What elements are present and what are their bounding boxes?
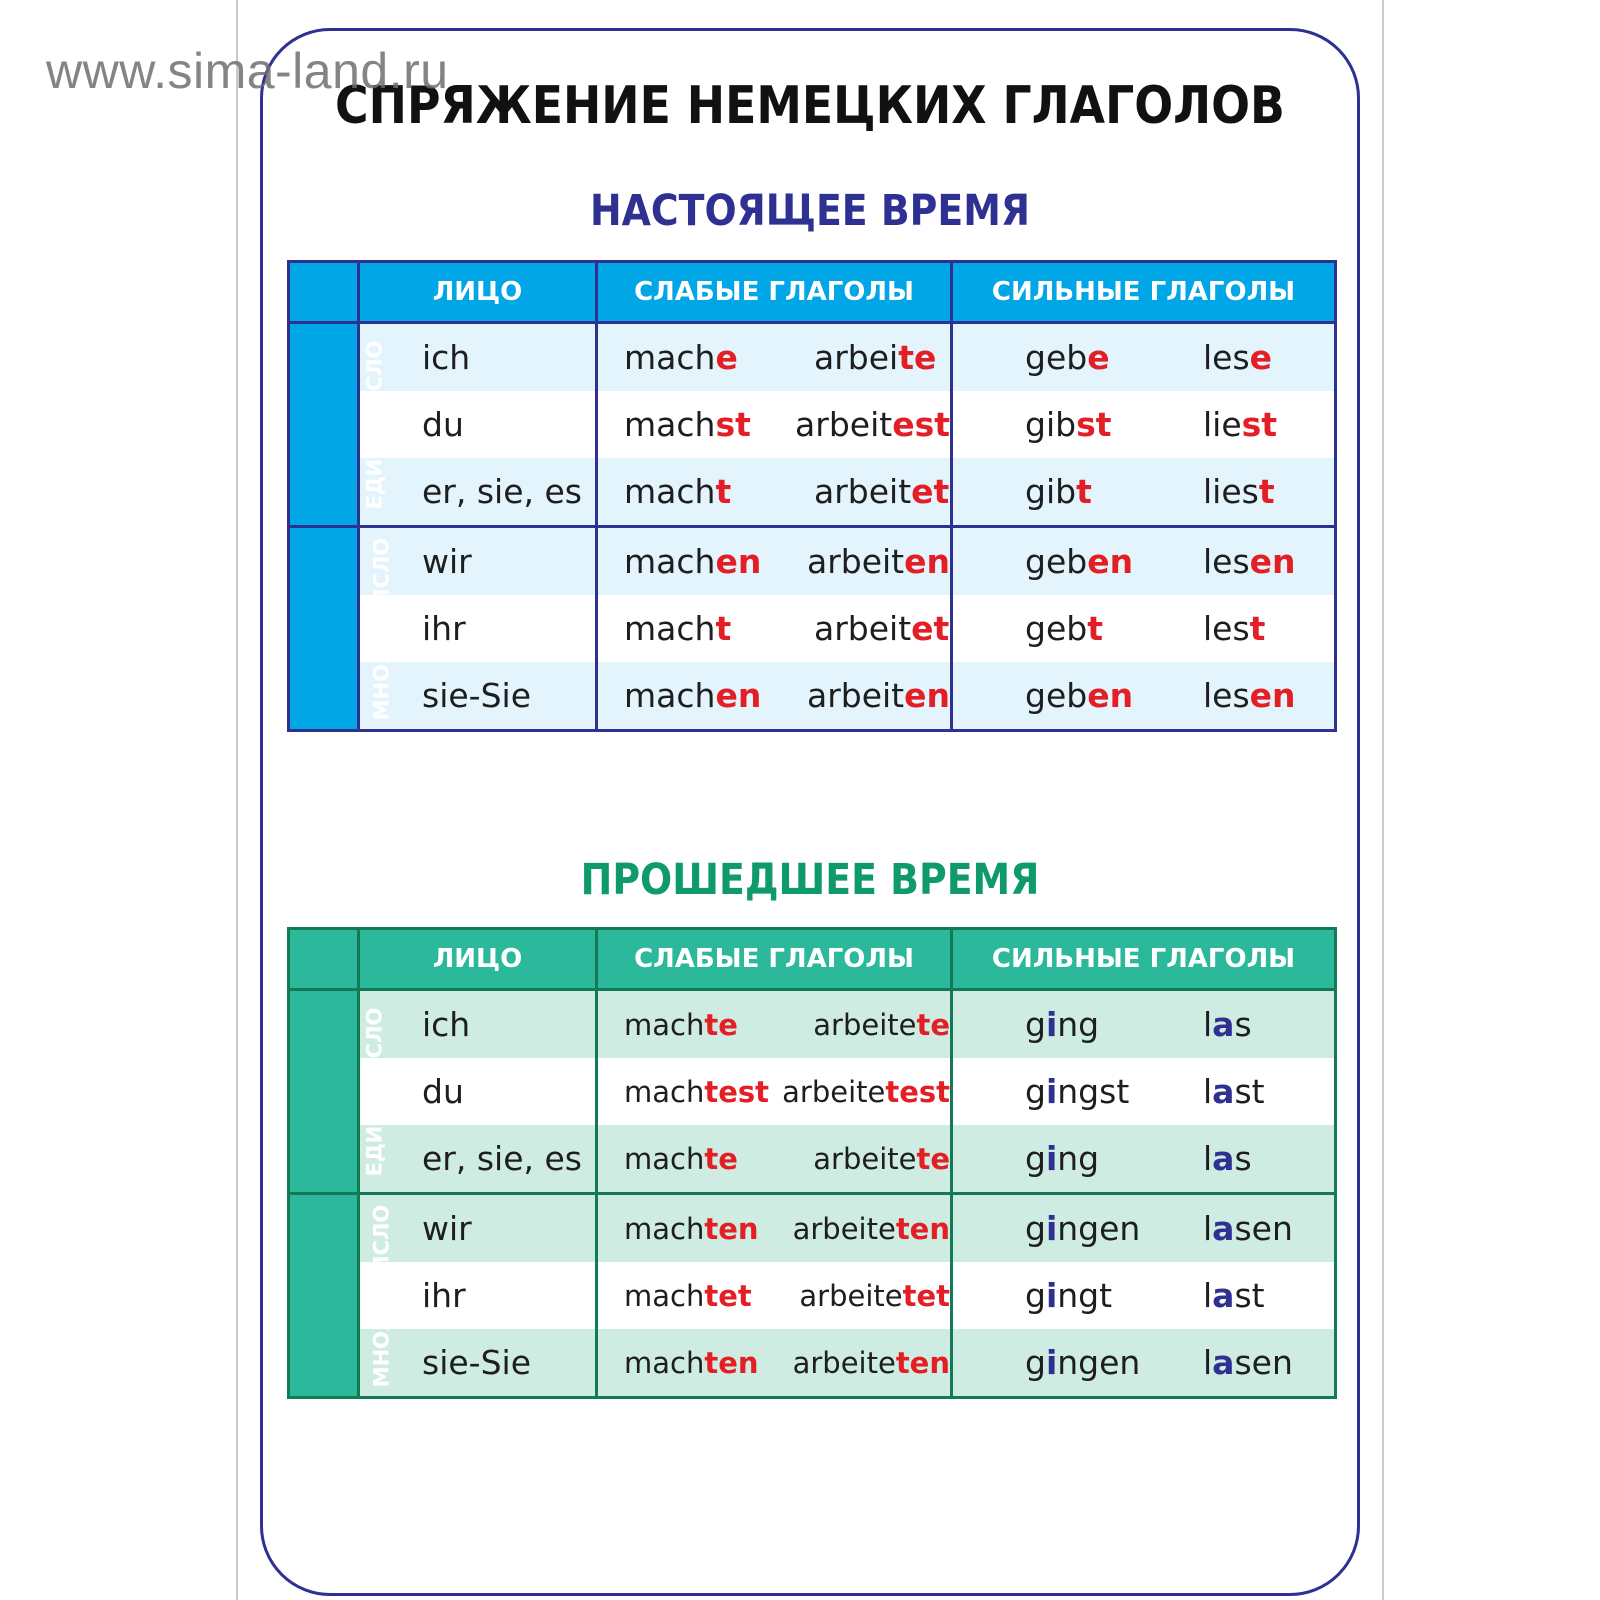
verb-ending: s (1234, 1139, 1252, 1178)
pronoun-cell: sie-Sie (359, 662, 597, 731)
table-row (289, 1262, 1336, 1329)
verb-stem: arbeite (792, 1345, 896, 1380)
strong-verb-second (1203, 338, 1272, 377)
header-strong-verbs: СИЛЬНЫЕ ГЛАГОЛЫ (952, 262, 1336, 323)
header-corner (289, 929, 359, 990)
verb-ending: te (916, 1141, 950, 1176)
strong-verbs-cell (952, 990, 1336, 1059)
weak-verb-arbeiten (793, 1212, 950, 1246)
verb-stem: geb (1025, 542, 1088, 581)
strong-verbs-cell (952, 1058, 1336, 1125)
strong-verb-first (953, 1072, 1203, 1111)
strong-verb-first (953, 1276, 1203, 1315)
verb-ending: test (704, 1074, 770, 1109)
weak-verbs-cell (597, 662, 952, 731)
weak-verbs-cell (597, 1329, 952, 1398)
strong-verb-second (1203, 1276, 1265, 1315)
weak-verb-machen (598, 676, 807, 715)
verb-stem: mach (624, 338, 716, 377)
verb-stem: g (1025, 1276, 1046, 1315)
weak-verbs-cell (597, 458, 952, 527)
verb-ending: en (715, 676, 762, 715)
plural-group-label: МНОЖ. ЧИСЛО (289, 1194, 359, 1398)
verb-stem: geb (1025, 676, 1088, 715)
verb-ending: st (1241, 405, 1278, 444)
verb-ending: ngen (1057, 1209, 1141, 1248)
verb-stem: mach (624, 1278, 705, 1313)
strong-verb-first (953, 1139, 1203, 1178)
strong-verb-second (1203, 472, 1275, 511)
weak-verbs-cell (597, 1194, 952, 1263)
verb-ending: te (898, 338, 937, 377)
strong-verb-first (953, 1005, 1203, 1044)
verb-stem: mach (624, 1211, 705, 1246)
pronoun-cell: wir (359, 527, 597, 596)
verb-ending: ten (895, 1211, 950, 1246)
pronoun-cell: ich (359, 323, 597, 392)
weak-verb-arbeiten (807, 676, 950, 715)
verb-stem: arbeite (799, 1278, 903, 1313)
header-weak-verbs: СЛАБЫЕ ГЛАГОЛЫ (597, 262, 952, 323)
verb-ending: ngt (1057, 1276, 1113, 1315)
weak-verb-machen (598, 1075, 782, 1109)
table-row (289, 458, 1336, 527)
weak-verbs-cell (597, 1125, 952, 1194)
table-row (289, 1058, 1336, 1125)
verb-stem: arbeit (814, 609, 912, 648)
verb-ending: te (704, 1007, 738, 1042)
strong-verbs-cell (952, 595, 1336, 662)
verb-stem: arbeite (782, 1074, 886, 1109)
strong-verb-second (1203, 405, 1277, 444)
verb-stem: mach (624, 1141, 705, 1176)
weak-verbs-cell (597, 527, 952, 596)
strong-verb-first (953, 542, 1203, 581)
strong-verb-second (1203, 542, 1296, 581)
pronoun-cell: wir (359, 1194, 597, 1263)
strong-verb-second (1203, 1072, 1265, 1111)
verb-ending: t (1087, 609, 1103, 648)
weak-verb-machen (598, 542, 807, 581)
table-row (289, 1194, 1336, 1263)
strong-verb-first (953, 609, 1203, 648)
verb-ending: en (1249, 542, 1296, 581)
strong-verbs-cell (952, 1125, 1336, 1194)
strong-verb-first (953, 472, 1203, 511)
verb-ending: te (704, 1141, 738, 1176)
vowel-change: i (1045, 1005, 1058, 1044)
verb-ending: tet (902, 1278, 950, 1313)
verb-stem: arbeit (806, 676, 905, 715)
verb-ending: en (904, 542, 950, 581)
verb-stem: g (1025, 1005, 1046, 1044)
past-tense-table (287, 927, 1337, 1399)
verb-stem: arbei (814, 338, 899, 377)
verb-ending: en (1249, 676, 1296, 715)
header-person: ЛИЦО (359, 929, 597, 990)
strong-verbs-cell (952, 662, 1336, 731)
weak-verb-machen (598, 338, 814, 377)
verb-ending: ngen (1057, 1343, 1141, 1382)
weak-verb-machen (598, 609, 814, 648)
table-row (289, 595, 1336, 662)
table-row (289, 527, 1336, 596)
verb-stem: les (1203, 676, 1250, 715)
verb-stem: l (1203, 1209, 1213, 1248)
strong-verb-second (1203, 1139, 1252, 1178)
weak-verb-machen (598, 1279, 799, 1313)
verb-stem: g (1025, 1072, 1046, 1111)
verb-stem: arbeite (813, 1141, 917, 1176)
pronoun-cell: ihr (359, 595, 597, 662)
weak-verbs-cell (597, 1058, 952, 1125)
vowel-change: a (1212, 1139, 1235, 1178)
pronoun-cell: du (359, 1058, 597, 1125)
verb-stem: g (1025, 1209, 1046, 1248)
verb-ending: et (911, 609, 950, 648)
verb-ending: en (1087, 542, 1134, 581)
vowel-change: a (1212, 1005, 1235, 1044)
verb-stem: mach (624, 676, 716, 715)
weak-verb-machen (598, 1346, 793, 1380)
header-corner (289, 262, 359, 323)
verb-ending: tet (704, 1278, 752, 1313)
weak-verbs-cell (597, 1262, 952, 1329)
verb-stem: geb (1025, 609, 1088, 648)
weak-verbs-cell (597, 391, 952, 458)
verb-ending: te (916, 1007, 950, 1042)
header-weak-verbs: СЛАБЫЕ ГЛАГОЛЫ (597, 929, 952, 990)
strong-verb-first (953, 405, 1203, 444)
verb-ending: ng (1057, 1139, 1100, 1178)
verb-stem: g (1025, 1139, 1046, 1178)
vowel-change: i (1045, 1072, 1058, 1111)
past-tense-heading: ПРОШЕДШЕЕ ВРЕМЯ (580, 855, 1040, 905)
strong-verb-second (1203, 676, 1296, 715)
weak-verbs-cell (597, 990, 952, 1059)
strong-verbs-cell (952, 391, 1336, 458)
weak-verb-machen (598, 472, 814, 511)
verb-stem: arbeite (813, 1007, 917, 1042)
verb-ending: t (715, 609, 732, 648)
strong-verb-first (953, 1209, 1203, 1248)
verb-ending: e (1249, 338, 1273, 377)
verb-ending: st (1076, 405, 1112, 444)
verb-ending: et (911, 472, 950, 511)
strong-verb-first (953, 676, 1203, 715)
verb-stem: mach (624, 1345, 705, 1380)
vowel-change: i (1045, 1276, 1058, 1315)
verb-ending: en (715, 542, 762, 581)
header-person: ЛИЦО (359, 262, 597, 323)
weak-verb-arbeiten (814, 472, 949, 511)
verb-ending: est (892, 405, 950, 444)
verb-stem: gib (1025, 405, 1077, 444)
strong-verb-second (1203, 1343, 1293, 1382)
singular-group-label: ЕДИН. ЧИСЛО (289, 323, 359, 527)
verb-stem: l (1203, 1276, 1213, 1315)
verb-ending: e (1087, 338, 1110, 377)
strong-verbs-cell (952, 527, 1336, 596)
verb-stem: les (1203, 609, 1250, 648)
table-row (289, 990, 1336, 1059)
verb-ending: en (904, 676, 950, 715)
table-row (289, 1125, 1336, 1194)
table-row (289, 662, 1336, 731)
weak-verb-arbeiten (807, 542, 950, 581)
weak-verb-arbeiten (814, 609, 949, 648)
weak-verb-arbeiten (799, 1279, 950, 1313)
verb-ending: st (1234, 1072, 1265, 1111)
weak-verb-machen (598, 1212, 793, 1246)
verb-stem: les (1203, 338, 1250, 377)
verb-stem: l (1203, 1005, 1213, 1044)
verb-stem: arbeite (792, 1211, 896, 1246)
vowel-change: i (1045, 1343, 1058, 1382)
verb-stem: les (1203, 542, 1250, 581)
verb-ending: t (1249, 609, 1266, 648)
pronoun-cell: du (359, 391, 597, 458)
verb-stem: l (1203, 1343, 1213, 1382)
weak-verb-machen (598, 405, 795, 444)
weak-verb-arbeiten (795, 405, 950, 444)
page-title: СПРЯЖЕНИЕ НЕМЕЦКИХ ГЛАГОЛОВ (335, 76, 1285, 136)
verb-stem: mach (624, 472, 716, 511)
verb-stem: arbeit (814, 472, 912, 511)
weak-verb-machen (598, 1142, 813, 1176)
verb-ending: t (1076, 472, 1092, 511)
strong-verbs-cell (952, 458, 1336, 527)
verb-stem: lies (1203, 472, 1259, 511)
singular-group-label: ЕДИН. ЧИСЛО (289, 990, 359, 1194)
verb-stem: l (1203, 1139, 1213, 1178)
verb-ending: t (1258, 472, 1275, 511)
verb-stem: mach (624, 405, 716, 444)
vowel-change: a (1212, 1343, 1235, 1382)
vowel-change: a (1212, 1209, 1235, 1248)
verb-stem: arbeit (795, 405, 893, 444)
vowel-change: a (1212, 1072, 1235, 1111)
pronoun-cell: ihr (359, 1262, 597, 1329)
verb-stem: l (1203, 1072, 1213, 1111)
verb-stem: lie (1203, 405, 1242, 444)
weak-verb-arbeiten (813, 1008, 950, 1042)
header-strong-verbs: СИЛЬНЫЕ ГЛАГОЛЫ (952, 929, 1336, 990)
weak-verbs-cell (597, 323, 952, 392)
strong-verbs-cell (952, 323, 1336, 392)
vowel-change: i (1045, 1139, 1058, 1178)
verb-stem: mach (624, 542, 716, 581)
strong-verb-second (1203, 609, 1265, 648)
verb-ending: test (885, 1074, 950, 1109)
pronoun-cell: sie-Sie (359, 1329, 597, 1398)
verb-ending: en (1087, 676, 1134, 715)
pronoun-cell: ich (359, 990, 597, 1059)
weak-verb-machen (598, 1008, 813, 1042)
strong-verb-first (953, 1343, 1203, 1382)
verb-stem: geb (1025, 338, 1088, 377)
weak-verb-arbeiten (813, 1142, 950, 1176)
verb-ending: ngst (1057, 1072, 1130, 1111)
weak-verb-arbeiten (782, 1075, 950, 1109)
weak-verbs-cell (597, 595, 952, 662)
strong-verbs-cell (952, 1329, 1336, 1398)
strong-verb-second (1203, 1209, 1293, 1248)
strong-verb-first (953, 338, 1203, 377)
vowel-change: i (1045, 1209, 1058, 1248)
table-row (289, 323, 1336, 392)
verb-stem: mach (624, 1007, 705, 1042)
watermark: www.sima-land.ru (46, 43, 449, 99)
weak-verb-arbeiten (793, 1346, 950, 1380)
verb-ending: sen (1234, 1209, 1293, 1248)
present-tense-table (287, 260, 1337, 732)
pronoun-cell: er, sie, es (359, 458, 597, 527)
strong-verbs-cell (952, 1262, 1336, 1329)
plural-group-label: МНОЖ. ЧИСЛО (289, 527, 359, 731)
table-row (289, 391, 1336, 458)
table-row (289, 1329, 1336, 1398)
table-header-row (289, 929, 1336, 990)
present-tense-heading: НАСТОЯЩЕЕ ВРЕМЯ (589, 186, 1031, 236)
verb-stem: mach (624, 609, 716, 648)
verb-ending: ten (704, 1345, 759, 1380)
strong-verb-second (1203, 1005, 1252, 1044)
verb-ending: sen (1234, 1343, 1293, 1382)
pronoun-cell: er, sie, es (359, 1125, 597, 1194)
weak-verb-arbeiten (814, 338, 936, 377)
verb-ending: st (1234, 1276, 1265, 1315)
verb-ending: t (715, 472, 732, 511)
strong-verbs-cell (952, 1194, 1336, 1263)
verb-ending: ten (704, 1211, 759, 1246)
verb-stem: gib (1025, 472, 1077, 511)
verb-stem: mach (624, 1074, 705, 1109)
verb-ending: ng (1057, 1005, 1100, 1044)
verb-ending: ten (895, 1345, 950, 1380)
verb-ending: s (1234, 1005, 1252, 1044)
verb-ending: e (715, 338, 738, 377)
verb-stem: arbeit (806, 542, 905, 581)
verb-ending: st (715, 405, 751, 444)
vowel-change: a (1212, 1276, 1235, 1315)
table-header-row (289, 262, 1336, 323)
verb-stem: g (1025, 1343, 1046, 1382)
